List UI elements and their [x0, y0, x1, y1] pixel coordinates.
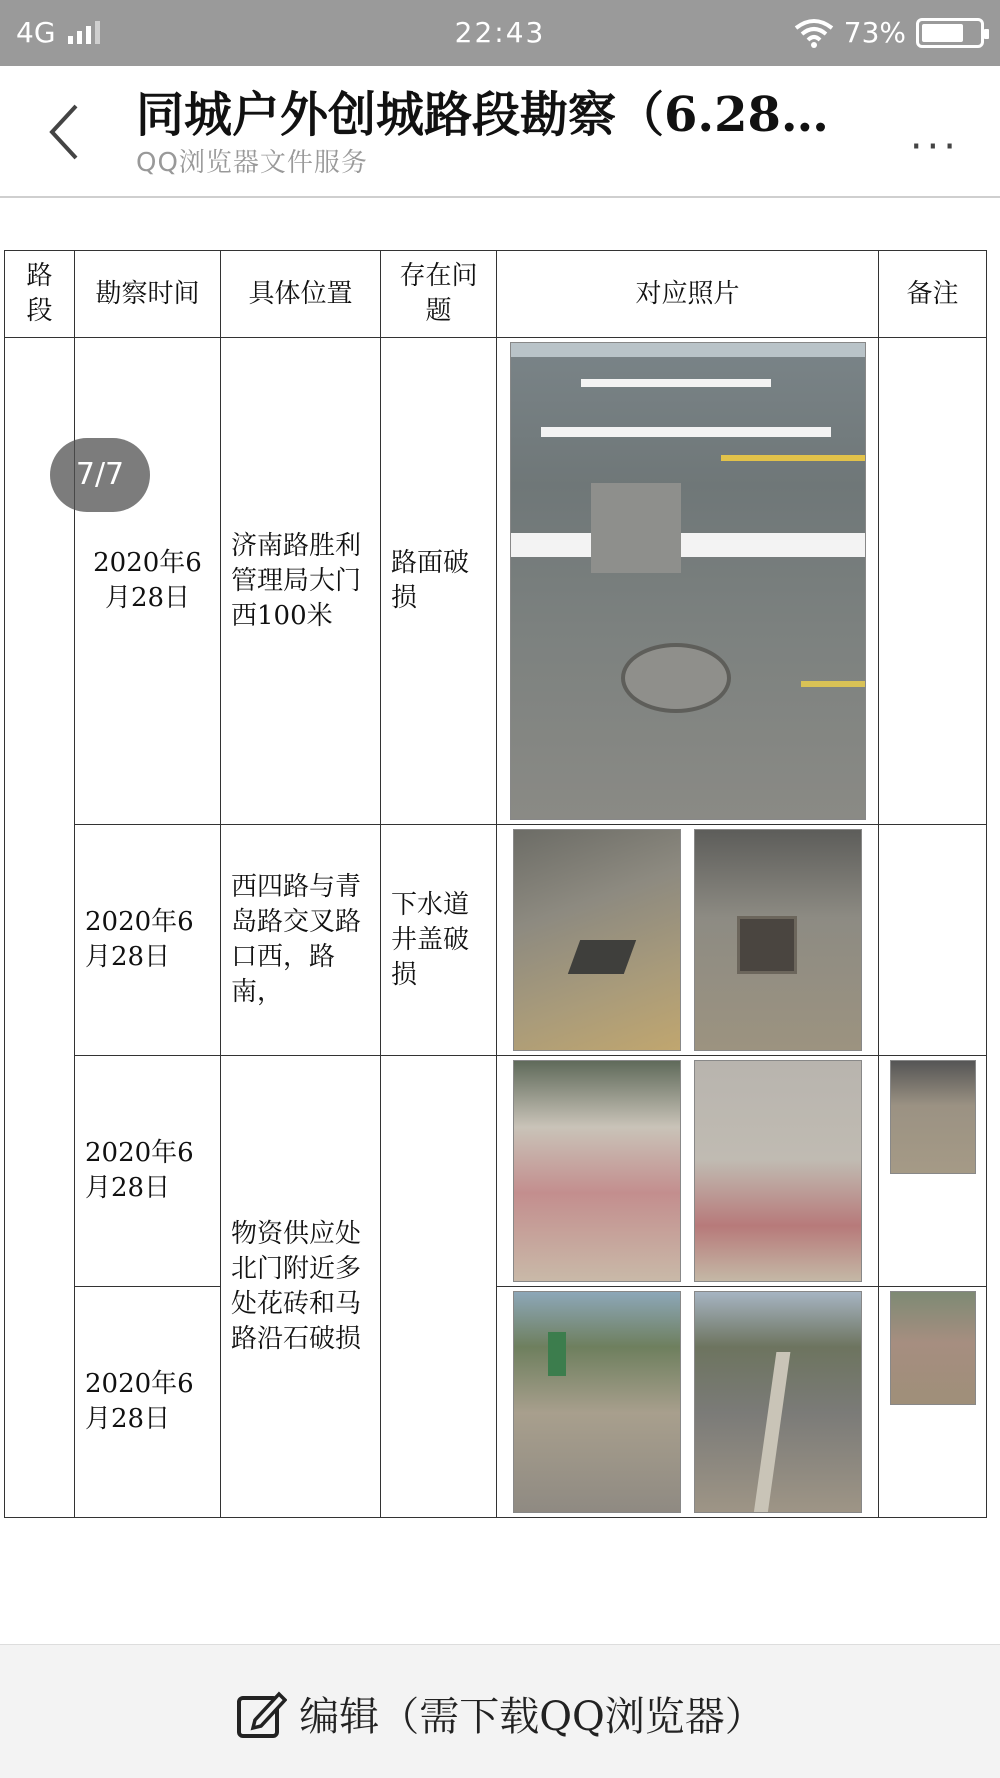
document-subtitle: QQ浏览器文件服务 — [136, 148, 368, 178]
wifi-icon — [794, 18, 834, 48]
date-cell: 2020年6月28日 — [75, 1056, 221, 1287]
document-viewer[interactable] — [0, 198, 1000, 1644]
issue-cell: 路面破损 — [381, 338, 497, 825]
header-cell: 存在问题 — [381, 251, 497, 338]
remark-cell — [879, 1056, 987, 1287]
issue-cell — [381, 1056, 497, 1518]
document-title: 同城户外创城路段勘察（6.28… — [136, 87, 829, 143]
photo-cell — [497, 1287, 879, 1518]
table-row — [5, 338, 987, 825]
clock: 22:43 — [454, 16, 546, 49]
road-section-cell — [5, 338, 75, 1518]
edit-icon — [235, 1688, 287, 1740]
edit-button[interactable] — [0, 1685, 1000, 1742]
table-row — [5, 1056, 987, 1287]
edit-label: 编辑（需下载QQ浏览器） — [299, 1694, 765, 1740]
curb-photo[interactable] — [890, 1291, 976, 1405]
survey-table — [4, 250, 987, 1518]
location-cell: 西四路与青岛路交叉路口西，路南， — [221, 825, 381, 1056]
status-right — [794, 16, 984, 49]
remark-cell — [879, 1287, 987, 1518]
remark-cell — [879, 338, 987, 825]
header-cell: 路段 — [5, 251, 75, 338]
header-cell: 勘察时间 — [75, 251, 221, 338]
photo-cell — [497, 825, 879, 1056]
date-cell: 2020年6月28日 — [75, 1287, 221, 1518]
header-cell: 备注 — [879, 251, 987, 338]
photo-cell — [497, 338, 879, 825]
page-indicator: 7/7 — [50, 438, 150, 512]
network-type: 4G — [16, 16, 56, 49]
location-cell: 物资供应处北门附近多处花砖和马路沿石破损 — [221, 1056, 381, 1518]
header-cell: 对应照片 — [497, 251, 879, 338]
battery-percent: 73% — [843, 16, 906, 49]
broken-tiles-photo[interactable] — [694, 1060, 862, 1282]
sidewalk-photo[interactable] — [513, 1291, 681, 1513]
battery-icon — [916, 18, 984, 48]
table-row — [5, 825, 987, 1056]
battery-fill — [922, 24, 963, 42]
issue-cell: 下水道井盖破损 — [381, 825, 497, 1056]
remark-cell — [879, 825, 987, 1056]
title-bar — [0, 66, 1000, 198]
back-arrow-icon[interactable] — [42, 100, 92, 164]
date-cell: 2020年6月28日 — [75, 338, 221, 825]
date-cell: 2020年6月28日 — [75, 825, 221, 1056]
broken-tiles-photo[interactable] — [513, 1060, 681, 1282]
road-damage-photo[interactable] — [510, 342, 866, 820]
status-bar — [0, 0, 1000, 66]
manhole-photo[interactable] — [694, 829, 862, 1051]
location-cell: 济南路胜利管理局大门西100米 — [221, 338, 381, 825]
curb-photo[interactable] — [890, 1060, 976, 1174]
bottom-toolbar — [0, 1644, 1000, 1778]
table-header-row — [5, 251, 987, 338]
curb-stone-photo[interactable] — [694, 1291, 862, 1513]
header-cell: 具体位置 — [221, 251, 381, 338]
photo-cell — [497, 1056, 879, 1287]
manhole-photo[interactable] — [513, 829, 681, 1051]
more-menu-icon[interactable]: ··· — [909, 124, 960, 170]
